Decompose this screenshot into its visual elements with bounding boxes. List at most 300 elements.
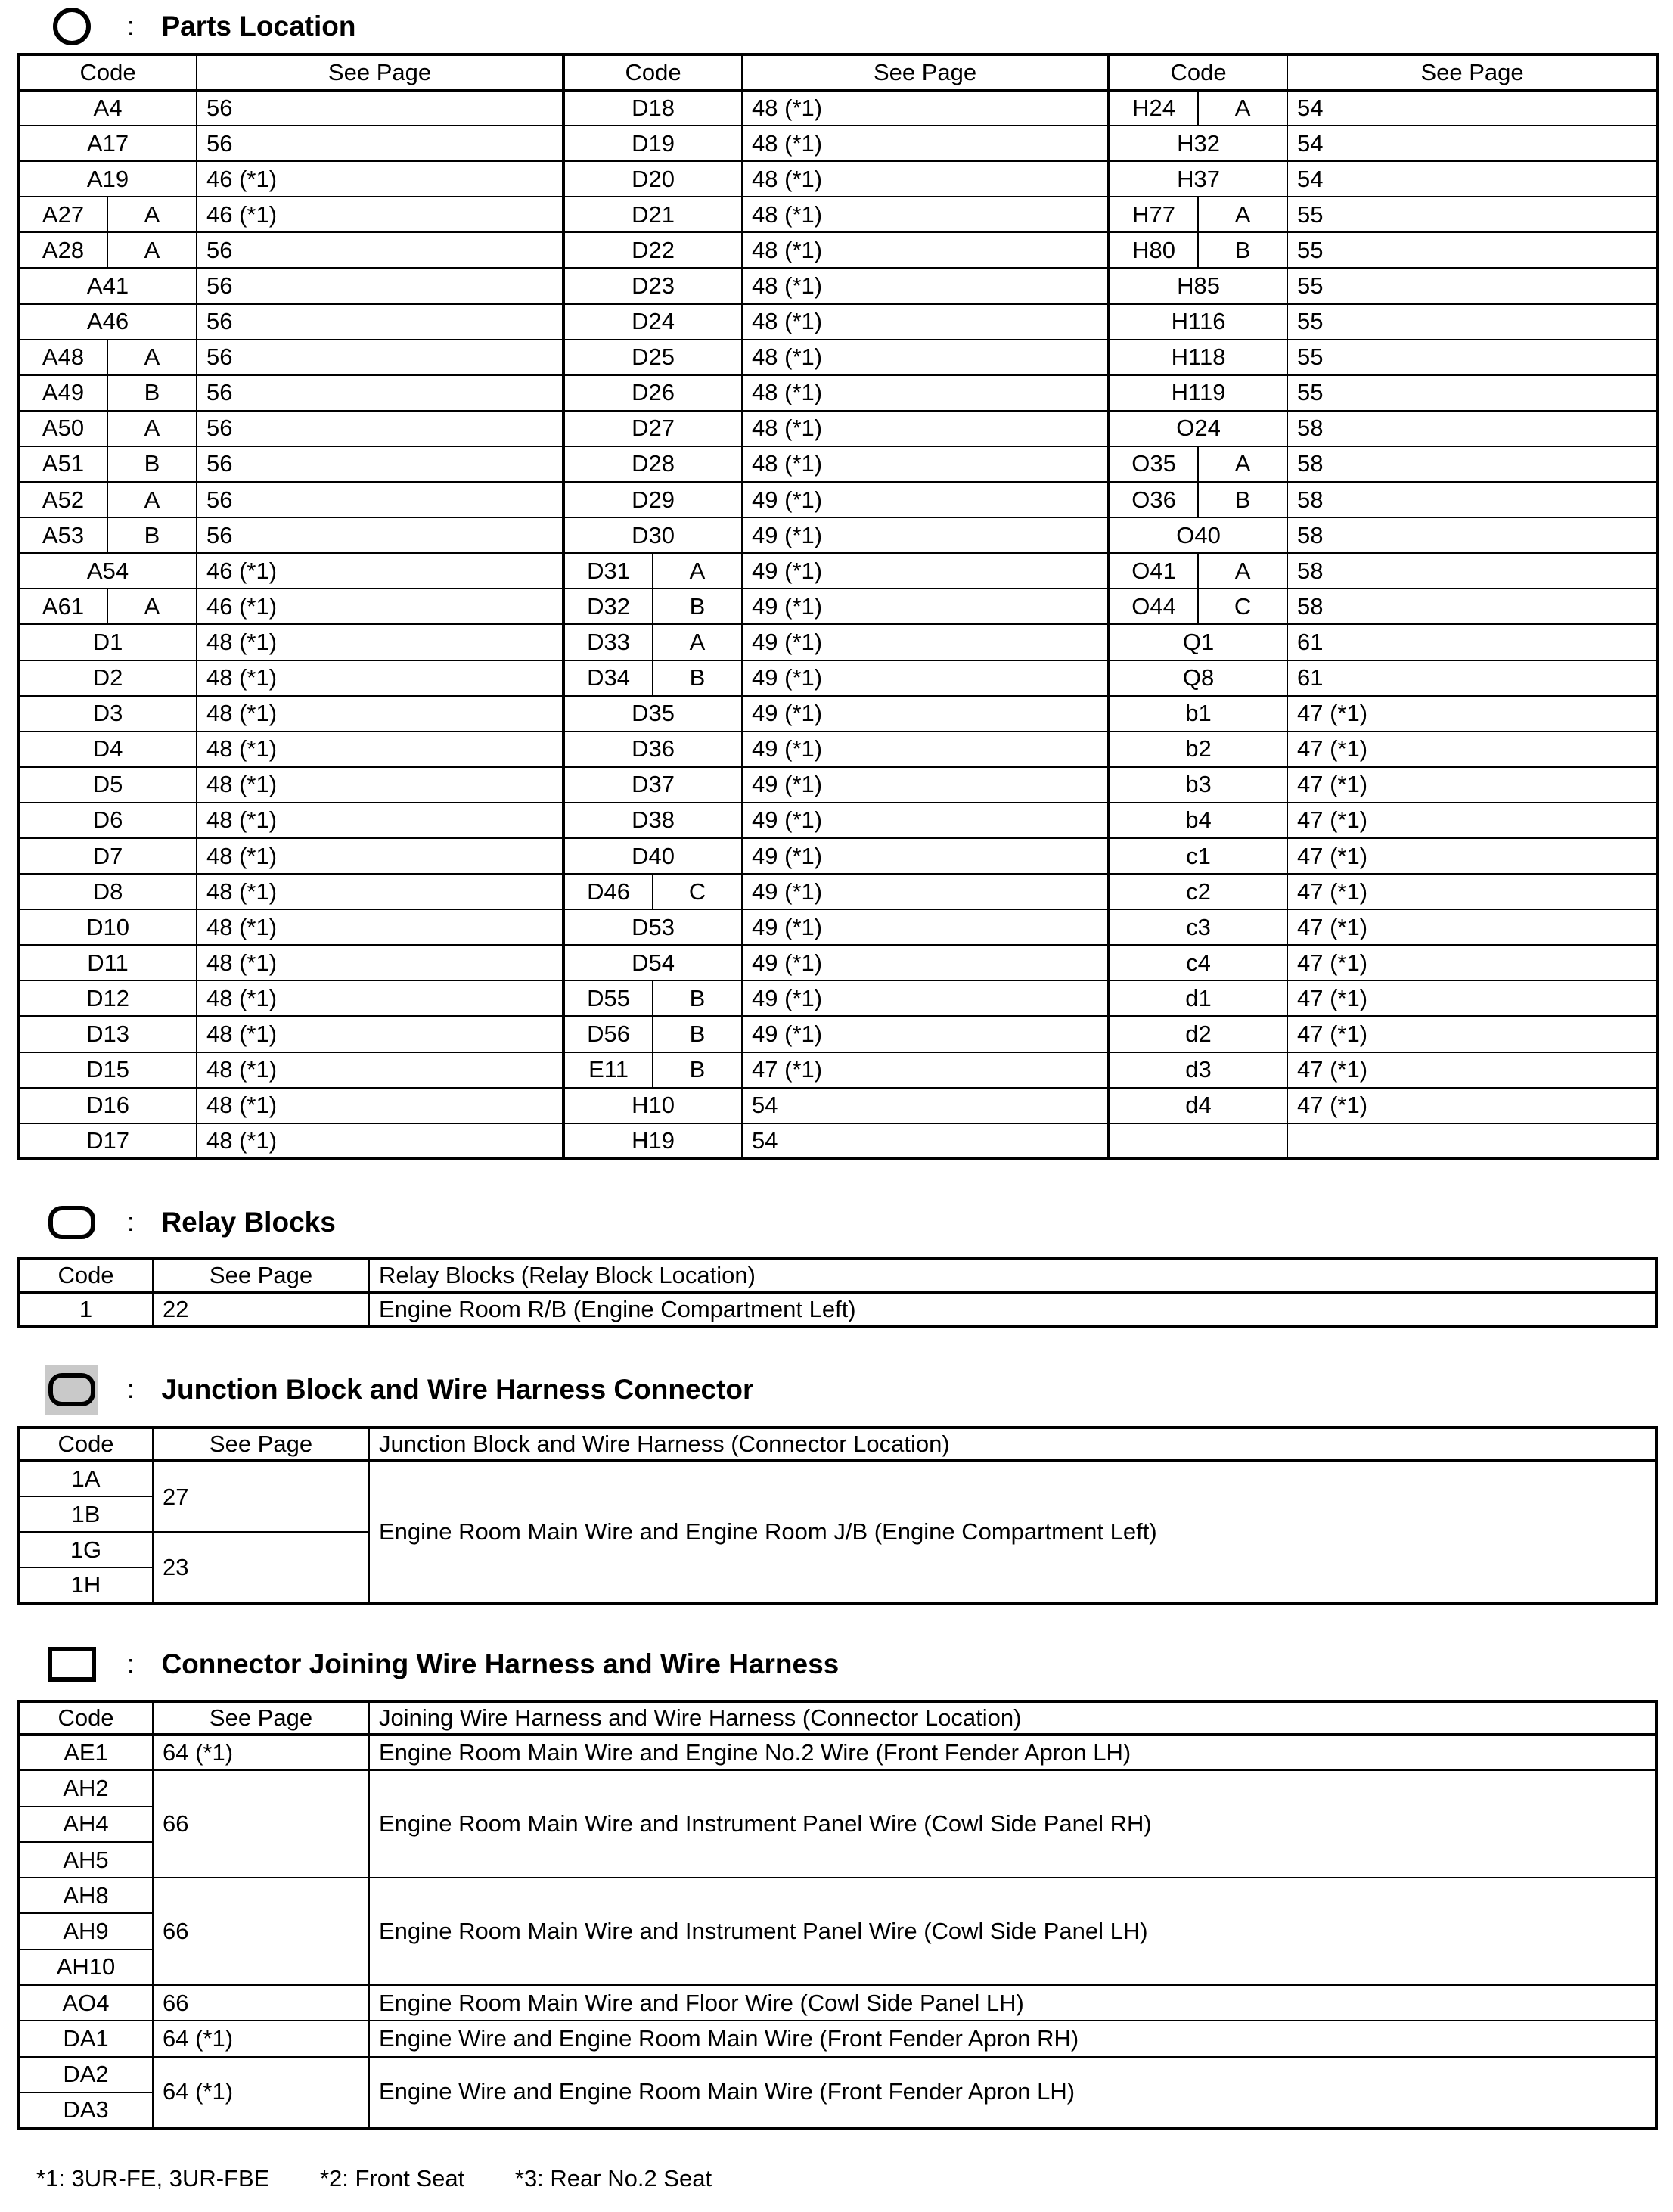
table-row xyxy=(18,340,1658,375)
code-cell: O44 xyxy=(1109,589,1198,624)
table-row xyxy=(18,161,1658,197)
code-cell: D10 xyxy=(18,909,197,945)
footnote-1: *1: 3UR-FE, 3UR-FBE xyxy=(36,2165,270,2192)
code-cell: AH2 xyxy=(18,1770,153,1806)
section-colon: : xyxy=(127,11,135,41)
see-page-cell: 56 xyxy=(197,90,563,126)
code-cell: D35 xyxy=(563,696,742,732)
see-page-cell: 48 (*1) xyxy=(742,268,1109,303)
table-row xyxy=(18,696,1658,732)
connector-joining-header xyxy=(45,1638,839,1691)
code-cell: H119 xyxy=(1109,375,1287,411)
table-row xyxy=(18,1985,1656,2021)
see-page-cell: 47 (*1) xyxy=(1287,909,1658,945)
code-cell: O24 xyxy=(1109,411,1287,446)
see-page-cell: 48 (*1) xyxy=(742,126,1109,161)
see-page-cell: 66 xyxy=(153,1878,369,1985)
see-page-cell: 58 xyxy=(1287,553,1658,589)
see-page-cell: 56 xyxy=(197,411,563,446)
code-cell: b2 xyxy=(1109,732,1287,767)
see-page-cell: 54 xyxy=(1287,90,1658,126)
see-page-cell: 66 xyxy=(153,1770,369,1878)
see-page-cell: 61 xyxy=(1287,624,1658,660)
description-cell: Engine Wire and Engine Room Main Wire (Front Fender Apron RH) xyxy=(369,2021,1656,2056)
code-cell: c1 xyxy=(1109,838,1287,874)
code-cell: 1 xyxy=(18,1292,153,1327)
code-cell: D20 xyxy=(563,161,742,197)
connector-variant-cell: A xyxy=(107,589,197,624)
description-cell: Engine Room Main Wire and Instrument Panel Wire (Cowl Side Panel RH) xyxy=(369,1770,1656,1878)
see-page-cell: 61 xyxy=(1287,660,1658,696)
see-page-cell: 48 (*1) xyxy=(197,1123,563,1159)
connector-variant-cell: A xyxy=(653,624,742,660)
section-title: Junction Block and Wire Harness Connector xyxy=(161,1374,754,1405)
see-page-cell: 48 (*1) xyxy=(197,909,563,945)
see-page-cell: 49 (*1) xyxy=(742,589,1109,624)
code-cell: D2 xyxy=(18,660,197,696)
see-page-cell: 49 (*1) xyxy=(742,874,1109,909)
section-title: Parts Location xyxy=(161,11,356,42)
table-row xyxy=(18,446,1658,482)
see-page-cell: 47 (*1) xyxy=(1287,874,1658,909)
see-page-cell: 23 xyxy=(153,1532,369,1603)
connector-variant-cell: A xyxy=(1198,90,1287,126)
see-page-cell: 49 (*1) xyxy=(742,767,1109,803)
see-page-cell: 48 (*1) xyxy=(742,446,1109,482)
description-cell: Engine Room Main Wire and Instrument Panel Wire (Cowl Side Panel LH) xyxy=(369,1878,1656,1985)
table-row xyxy=(18,1016,1658,1052)
see-page-cell: 47 (*1) xyxy=(1287,1052,1658,1088)
code-cell: A4 xyxy=(18,90,197,126)
header-description: Joining Wire Harness and Wire Harness (Connector Location) xyxy=(369,1701,1656,1735)
code-cell: D15 xyxy=(18,1052,197,1088)
header-code: Code xyxy=(18,1428,153,1461)
code-cell: D17 xyxy=(18,1123,197,1159)
see-page-cell: 49 (*1) xyxy=(742,660,1109,696)
see-page-cell: 46 (*1) xyxy=(197,197,563,232)
code-cell: D27 xyxy=(563,411,742,446)
code-cell: D37 xyxy=(563,767,742,803)
see-page-cell: 56 xyxy=(197,517,563,553)
code-cell: A51 xyxy=(18,446,107,482)
table-row xyxy=(18,767,1658,803)
see-page-cell: 55 xyxy=(1287,268,1658,303)
table-row xyxy=(18,1770,1656,1806)
see-page-cell: 66 xyxy=(153,1985,369,2021)
header-see-page: See Page xyxy=(153,1259,369,1292)
code-cell: AO4 xyxy=(18,1985,153,2021)
header-code-1: Code xyxy=(18,54,197,90)
see-page-cell: 48 (*1) xyxy=(197,624,563,660)
see-page-cell: 48 (*1) xyxy=(197,1052,563,1088)
code-cell: D18 xyxy=(563,90,742,126)
see-page-cell: 48 (*1) xyxy=(197,660,563,696)
table-row xyxy=(18,660,1658,696)
see-page-cell: 48 (*1) xyxy=(742,90,1109,126)
connector-variant-cell: A xyxy=(653,553,742,589)
footnote-3: *3: Rear No.2 Seat xyxy=(514,2165,712,2192)
section-title: Connector Joining Wire Harness and Wire Harness xyxy=(161,1648,840,1679)
code-cell: c3 xyxy=(1109,909,1287,945)
see-page-cell: 55 xyxy=(1287,232,1658,268)
code-cell: D28 xyxy=(563,446,742,482)
code-cell: D12 xyxy=(18,980,197,1016)
see-page-cell: 47 (*1) xyxy=(1287,696,1658,732)
table-row xyxy=(18,1123,1658,1159)
connector-variant-cell: B xyxy=(107,517,197,553)
table-row xyxy=(18,2057,1656,2092)
code-cell: A52 xyxy=(18,482,107,517)
see-page-cell: 56 xyxy=(197,340,563,375)
table-row xyxy=(18,517,1658,553)
code-cell: 1A xyxy=(18,1461,153,1496)
code-cell: O41 xyxy=(1109,553,1198,589)
see-page-cell: 46 (*1) xyxy=(197,161,563,197)
table-row xyxy=(18,375,1658,411)
code-cell: D21 xyxy=(563,197,742,232)
code-cell: AH9 xyxy=(18,1913,153,1949)
code-cell: H32 xyxy=(1109,126,1287,161)
connector-variant-cell: A xyxy=(107,411,197,446)
code-cell: Q8 xyxy=(1109,660,1287,696)
see-page-cell: 48 (*1) xyxy=(742,340,1109,375)
see-page-cell: 48 (*1) xyxy=(197,767,563,803)
code-cell: D55 xyxy=(563,980,653,1016)
see-page-cell: 54 xyxy=(1287,161,1658,197)
see-page-cell: 47 (*1) xyxy=(1287,767,1658,803)
code-cell: D3 xyxy=(18,696,197,732)
see-page-cell: 48 (*1) xyxy=(742,197,1109,232)
see-page-cell: 58 xyxy=(1287,482,1658,517)
code-cell: A17 xyxy=(18,126,197,161)
see-page-cell: 48 (*1) xyxy=(742,375,1109,411)
code-cell: 1B xyxy=(18,1496,153,1532)
table-row xyxy=(18,2021,1656,2056)
see-page-cell: 48 (*1) xyxy=(197,1016,563,1052)
header-code-2: Code xyxy=(563,54,742,90)
see-page-cell: 48 (*1) xyxy=(742,411,1109,446)
see-page-cell: 48 (*1) xyxy=(197,980,563,1016)
see-page-cell: 48 (*1) xyxy=(197,838,563,874)
header-code: Code xyxy=(18,1701,153,1735)
code-cell: AH10 xyxy=(18,1949,153,1985)
see-page-cell: 56 xyxy=(197,375,563,411)
code-cell: A19 xyxy=(18,161,197,197)
connector-variant-cell: A xyxy=(107,340,197,375)
see-page-cell: 49 (*1) xyxy=(742,553,1109,589)
code-cell: D32 xyxy=(563,589,653,624)
connector-variant-cell: A xyxy=(1198,446,1287,482)
parts-location-table xyxy=(17,53,1659,1160)
description-cell: Engine Room R/B (Engine Compartment Left) xyxy=(369,1292,1656,1327)
header-code: Code xyxy=(18,1259,153,1292)
connector-variant-cell: B xyxy=(653,1016,742,1052)
header-see-page: See Page xyxy=(153,1701,369,1735)
code-cell: D13 xyxy=(18,1016,197,1052)
see-page-cell: 47 (*1) xyxy=(1287,803,1658,838)
see-page-cell: 56 xyxy=(197,482,563,517)
table-row xyxy=(18,909,1658,945)
see-page-cell: 47 (*1) xyxy=(1287,945,1658,980)
table-row xyxy=(18,304,1658,340)
relay-blocks-header xyxy=(45,1196,336,1249)
description-cell: Engine Room Main Wire and Engine Room J/B (Engine Compartment Left) xyxy=(369,1461,1656,1603)
code-cell: b4 xyxy=(1109,803,1287,838)
connector-variant-cell: B xyxy=(653,1052,742,1088)
code-cell: H37 xyxy=(1109,161,1287,197)
header-see-page: See Page xyxy=(153,1428,369,1461)
code-cell: d1 xyxy=(1109,980,1287,1016)
see-page-cell: 54 xyxy=(742,1088,1109,1123)
see-page-cell: 55 xyxy=(1287,197,1658,232)
table-row xyxy=(18,1052,1658,1088)
code-cell: H85 xyxy=(1109,268,1287,303)
table-row xyxy=(18,482,1658,517)
see-page-cell: 48 (*1) xyxy=(742,232,1109,268)
see-page-cell: 54 xyxy=(742,1123,1109,1159)
table-row xyxy=(18,411,1658,446)
code-cell: D19 xyxy=(563,126,742,161)
connector-variant-cell: A xyxy=(107,482,197,517)
rectangle-symbol-icon xyxy=(45,1643,98,1685)
code-cell: 1H xyxy=(18,1567,153,1603)
section-title: Relay Blocks xyxy=(161,1207,336,1238)
code-cell: D54 xyxy=(563,945,742,980)
code-cell: D23 xyxy=(563,268,742,303)
see-page-cell: 49 (*1) xyxy=(742,980,1109,1016)
code-cell: D1 xyxy=(18,624,197,660)
code-cell: D36 xyxy=(563,732,742,767)
see-page-cell: 49 (*1) xyxy=(742,1016,1109,1052)
parts-location-header xyxy=(45,0,355,53)
code-cell: DA3 xyxy=(18,2092,153,2128)
see-page-cell: 55 xyxy=(1287,304,1658,340)
table-row xyxy=(18,945,1658,980)
see-page-cell: 49 (*1) xyxy=(742,696,1109,732)
see-page-cell: 64 (*1) xyxy=(153,2021,369,2056)
see-page-cell: 47 (*1) xyxy=(1287,1016,1658,1052)
see-page-cell: 48 (*1) xyxy=(197,945,563,980)
code-cell: D29 xyxy=(563,482,742,517)
connector-variant-cell: C xyxy=(1198,589,1287,624)
see-page-cell: 47 (*1) xyxy=(1287,980,1658,1016)
see-page-cell: 58 xyxy=(1287,517,1658,553)
connector-variant-cell: C xyxy=(653,874,742,909)
code-cell: D16 xyxy=(18,1088,197,1123)
code-cell: A41 xyxy=(18,268,197,303)
code-cell: A50 xyxy=(18,411,107,446)
see-page-cell: 48 (*1) xyxy=(742,161,1109,197)
code-cell: A28 xyxy=(18,232,107,268)
header-description: Junction Block and Wire Harness (Connector Location) xyxy=(369,1428,1656,1461)
header-see-page-1: See Page xyxy=(197,54,563,90)
relay-blocks-table xyxy=(17,1257,1658,1328)
code-cell xyxy=(1109,1123,1287,1159)
see-page-cell: 49 (*1) xyxy=(742,945,1109,980)
see-page-cell: 58 xyxy=(1287,589,1658,624)
see-page-cell: 48 (*1) xyxy=(742,304,1109,340)
code-cell: A61 xyxy=(18,589,107,624)
code-cell: d4 xyxy=(1109,1088,1287,1123)
code-cell: H10 xyxy=(563,1088,742,1123)
code-cell: d3 xyxy=(1109,1052,1287,1088)
code-cell: D7 xyxy=(18,838,197,874)
table-row xyxy=(18,732,1658,767)
see-page-cell: 47 (*1) xyxy=(1287,838,1658,874)
code-cell: c2 xyxy=(1109,874,1287,909)
see-page-cell: 55 xyxy=(1287,340,1658,375)
code-cell: A53 xyxy=(18,517,107,553)
code-cell: 1G xyxy=(18,1532,153,1567)
header-see-page-3: See Page xyxy=(1287,54,1658,90)
see-page-cell: 22 xyxy=(153,1292,369,1327)
see-page-cell: 48 (*1) xyxy=(197,696,563,732)
code-cell: AH8 xyxy=(18,1878,153,1913)
code-cell: AE1 xyxy=(18,1735,153,1770)
table-row xyxy=(18,803,1658,838)
code-cell: DA2 xyxy=(18,2057,153,2092)
connector-variant-cell: B xyxy=(107,446,197,482)
header-see-page-2: See Page xyxy=(742,54,1109,90)
code-cell: A27 xyxy=(18,197,107,232)
code-cell: D22 xyxy=(563,232,742,268)
code-cell: D53 xyxy=(563,909,742,945)
see-page-cell xyxy=(1287,1123,1658,1159)
code-cell: b3 xyxy=(1109,767,1287,803)
code-cell: D6 xyxy=(18,803,197,838)
see-page-cell: 58 xyxy=(1287,411,1658,446)
section-colon: : xyxy=(127,1649,135,1679)
table-row xyxy=(18,126,1658,161)
see-page-cell: 46 (*1) xyxy=(197,553,563,589)
code-cell: c4 xyxy=(1109,945,1287,980)
description-cell: Engine Room Main Wire and Floor Wire (Cowl Side Panel LH) xyxy=(369,1985,1656,2021)
code-cell: D40 xyxy=(563,838,742,874)
code-cell: O40 xyxy=(1109,517,1287,553)
code-cell: H24 xyxy=(1109,90,1198,126)
see-page-cell: 48 (*1) xyxy=(197,803,563,838)
table-row xyxy=(18,232,1658,268)
code-cell: O35 xyxy=(1109,446,1198,482)
description-cell: Engine Room Main Wire and Engine No.2 Wire (Front Fender Apron LH) xyxy=(369,1735,1656,1770)
connector-variant-cell: B xyxy=(653,660,742,696)
junction-block-table xyxy=(17,1426,1658,1605)
code-cell: b1 xyxy=(1109,696,1287,732)
code-cell: AH5 xyxy=(18,1842,153,1878)
table-row xyxy=(18,589,1658,624)
code-cell: D26 xyxy=(563,375,742,411)
connector-joining-table xyxy=(17,1700,1658,2130)
table-row xyxy=(18,1735,1656,1770)
connector-variant-cell: A xyxy=(107,197,197,232)
code-cell: H80 xyxy=(1109,232,1198,268)
code-cell: H77 xyxy=(1109,197,1198,232)
code-cell: D33 xyxy=(563,624,653,660)
see-page-cell: 55 xyxy=(1287,375,1658,411)
see-page-cell: 64 (*1) xyxy=(153,1735,369,1770)
code-cell: D46 xyxy=(563,874,653,909)
code-cell: H19 xyxy=(563,1123,742,1159)
see-page-cell: 49 (*1) xyxy=(742,517,1109,553)
code-cell: D56 xyxy=(563,1016,653,1052)
see-page-cell: 49 (*1) xyxy=(742,803,1109,838)
see-page-cell: 48 (*1) xyxy=(197,732,563,767)
code-cell: D11 xyxy=(18,945,197,980)
see-page-cell: 48 (*1) xyxy=(197,1088,563,1123)
code-cell: A49 xyxy=(18,375,107,411)
see-page-cell: 56 xyxy=(197,304,563,340)
description-cell: Engine Wire and Engine Room Main Wire (Front Fender Apron LH) xyxy=(369,2057,1656,2129)
connector-variant-cell: A xyxy=(1198,553,1287,589)
see-page-cell: 64 (*1) xyxy=(153,2057,369,2129)
shaded-rounded-rect-symbol-icon xyxy=(45,1369,98,1411)
table-row xyxy=(18,268,1658,303)
table-row xyxy=(18,1461,1656,1496)
code-cell: D30 xyxy=(563,517,742,553)
see-page-cell: 49 (*1) xyxy=(742,624,1109,660)
table-row xyxy=(18,980,1658,1016)
code-cell: A54 xyxy=(18,553,197,589)
connector-variant-cell: B xyxy=(1198,482,1287,517)
connector-variant-cell: B xyxy=(1198,232,1287,268)
see-page-cell: 49 (*1) xyxy=(742,909,1109,945)
see-page-cell: 47 (*1) xyxy=(1287,1088,1658,1123)
code-cell: O36 xyxy=(1109,482,1198,517)
code-cell: DA1 xyxy=(18,2021,153,2056)
footnotes xyxy=(36,2164,756,2194)
code-cell: d2 xyxy=(1109,1016,1287,1052)
code-cell: D4 xyxy=(18,732,197,767)
code-cell: D8 xyxy=(18,874,197,909)
table-row xyxy=(18,553,1658,589)
code-cell: H118 xyxy=(1109,340,1287,375)
connector-variant-cell: A xyxy=(1198,197,1287,232)
see-page-cell: 56 xyxy=(197,232,563,268)
table-row xyxy=(18,197,1658,232)
header-description: Relay Blocks (Relay Block Location) xyxy=(369,1259,1656,1292)
see-page-cell: 47 (*1) xyxy=(1287,732,1658,767)
see-page-cell: 27 xyxy=(153,1461,369,1532)
connector-variant-cell: B xyxy=(653,589,742,624)
junction-block-header xyxy=(45,1363,753,1416)
code-cell: D38 xyxy=(563,803,742,838)
see-page-cell: 48 (*1) xyxy=(197,874,563,909)
connector-variant-cell: A xyxy=(107,232,197,268)
table-row xyxy=(18,874,1658,909)
code-cell: H116 xyxy=(1109,304,1287,340)
see-page-cell: 54 xyxy=(1287,126,1658,161)
code-cell: A46 xyxy=(18,304,197,340)
code-cell: AH4 xyxy=(18,1807,153,1842)
code-cell: E11 xyxy=(563,1052,653,1088)
table-row xyxy=(18,90,1658,126)
see-page-cell: 58 xyxy=(1287,446,1658,482)
section-colon: : xyxy=(127,1375,135,1404)
header-code-3: Code xyxy=(1109,54,1287,90)
code-cell: D34 xyxy=(563,660,653,696)
see-page-cell: 49 (*1) xyxy=(742,482,1109,517)
code-cell: D24 xyxy=(563,304,742,340)
section-colon: : xyxy=(127,1207,135,1237)
connector-variant-cell: B xyxy=(107,375,197,411)
code-cell: Q1 xyxy=(1109,624,1287,660)
code-cell: A48 xyxy=(18,340,107,375)
see-page-cell: 56 xyxy=(197,126,563,161)
see-page-cell: 49 (*1) xyxy=(742,838,1109,874)
table-row xyxy=(18,624,1658,660)
footnote-2: *2: Front Seat xyxy=(319,2165,465,2192)
code-cell: D25 xyxy=(563,340,742,375)
